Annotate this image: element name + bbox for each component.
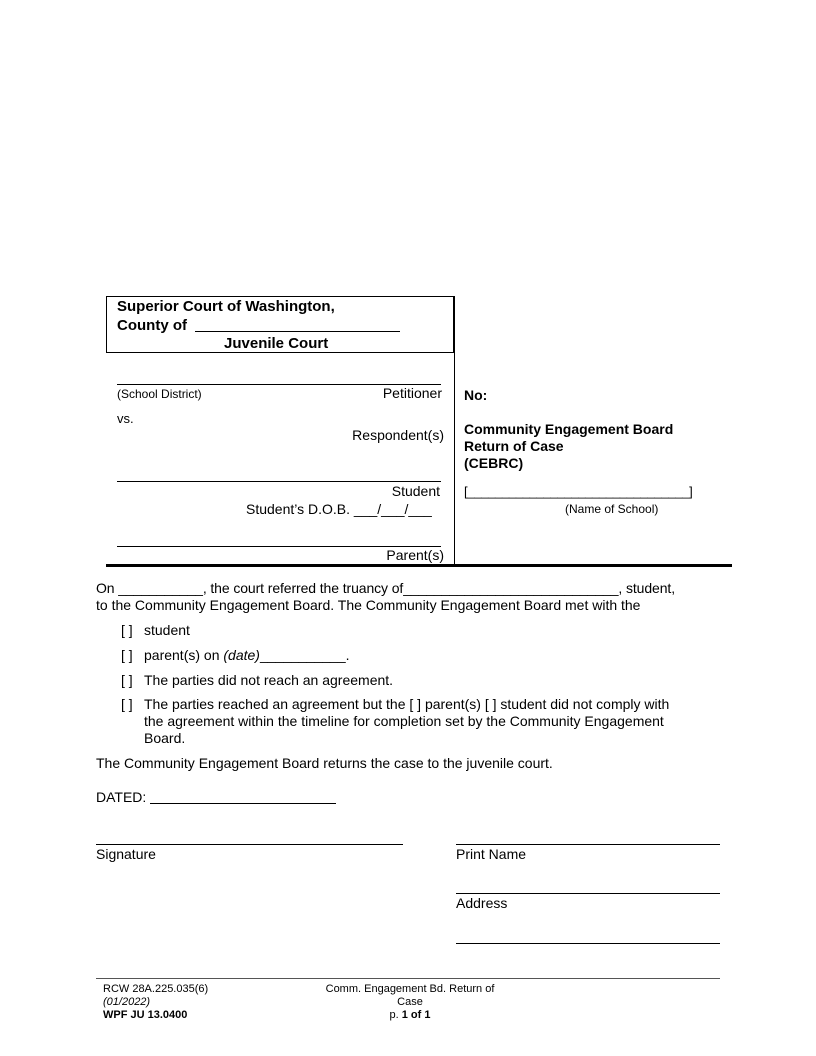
address-field[interactable]	[456, 893, 720, 894]
dated-field[interactable]	[150, 803, 336, 804]
print-name-field[interactable]	[456, 844, 720, 845]
print-name-label: Print Name	[456, 846, 527, 862]
school-name-label: (Name of School)	[565, 502, 659, 516]
footer-form-number: WPF JU 13.0400	[103, 1009, 188, 1021]
option-noncompliance-line2: the agreement within the timeline for completion set by the Community Engagement	[144, 713, 664, 729]
address-label: Address	[456, 895, 508, 911]
footer-title-line1: Comm. Engagement Bd. Return of	[325, 983, 495, 995]
option-no-agreement: The parties did not reach an agreement.	[144, 672, 394, 688]
respondent-label: Respondent(s)	[352, 427, 444, 443]
address-field-line2[interactable]	[456, 943, 720, 944]
checkbox-noncompliance[interactable]: [ ]	[121, 696, 133, 712]
signature-field[interactable]	[96, 844, 403, 845]
footer-revision: (01/2022)	[103, 996, 151, 1008]
intro-line1: On ___________, the court referred the truancy of____________________________, student,	[96, 580, 675, 596]
option-parents-prefix: parent(s) on	[144, 647, 224, 663]
option-noncompliance-line1: The parties reached an agreement but the [ ] parent(s) [ ] student did not comply with	[144, 696, 670, 712]
footer-title-line2: Case	[397, 996, 423, 1008]
form-title	[464, 421, 673, 472]
petitioner-label: Petitioner	[382, 385, 442, 401]
footer-page-current: 1	[401, 1009, 408, 1021]
option-student: student	[144, 622, 190, 638]
footer-title	[300, 983, 520, 1022]
court-name-line1: Superior Court of Washington,	[117, 298, 335, 315]
county-label: County of	[117, 317, 187, 334]
meeting-date-field[interactable]: ___________.	[259, 647, 350, 663]
school-name-field[interactable]: [________________________________]	[464, 484, 693, 499]
checkbox-no-agreement[interactable]: [ ]	[121, 672, 133, 688]
option-noncompliance	[144, 696, 669, 747]
form-title-line1: Community Engagement Board	[464, 421, 674, 437]
county-name-field[interactable]	[195, 331, 400, 332]
school-district-label: (School District)	[117, 387, 202, 401]
form-title-line2: Return of Case	[464, 438, 564, 454]
checkbox-parents[interactable]: [ ]	[121, 647, 133, 663]
footer-page	[300, 1009, 520, 1022]
student-label: Student	[391, 483, 440, 499]
case-number-label: No:	[464, 387, 488, 403]
footer-rcw: RCW 28A.225.035(6)	[103, 983, 209, 995]
return-statement: The Community Engagement Board returns the case to the juvenile court.	[96, 755, 553, 771]
option-noncompliance-line3: Board.	[144, 730, 186, 746]
intro-line2: to the Community Engagement Board. The Community Engagement Board met with the	[96, 597, 641, 613]
option-parents	[144, 647, 350, 664]
footer-page-of: of	[407, 1009, 425, 1021]
court-name-line3: Juvenile Court	[224, 335, 329, 352]
checkbox-student[interactable]: [ ]	[121, 622, 133, 638]
signature-label: Signature	[96, 846, 156, 862]
parents-label: Parent(s)	[386, 547, 444, 563]
option-parents-date-label: (date)	[223, 647, 260, 663]
form-title-line3: (CEBRC)	[464, 455, 524, 471]
dated-label: DATED:	[96, 789, 147, 805]
student-name-field[interactable]	[117, 481, 441, 482]
vs-label: vs.	[117, 411, 134, 426]
footer-rule	[96, 978, 720, 979]
caption-divider	[454, 296, 455, 566]
footer-page-prefix: p.	[389, 1009, 402, 1021]
caption-bottom-rule	[106, 564, 732, 567]
footer-page-total: 1	[424, 1009, 431, 1021]
student-dob-field[interactable]: Student’s D.O.B. ___/___/___	[246, 501, 432, 517]
